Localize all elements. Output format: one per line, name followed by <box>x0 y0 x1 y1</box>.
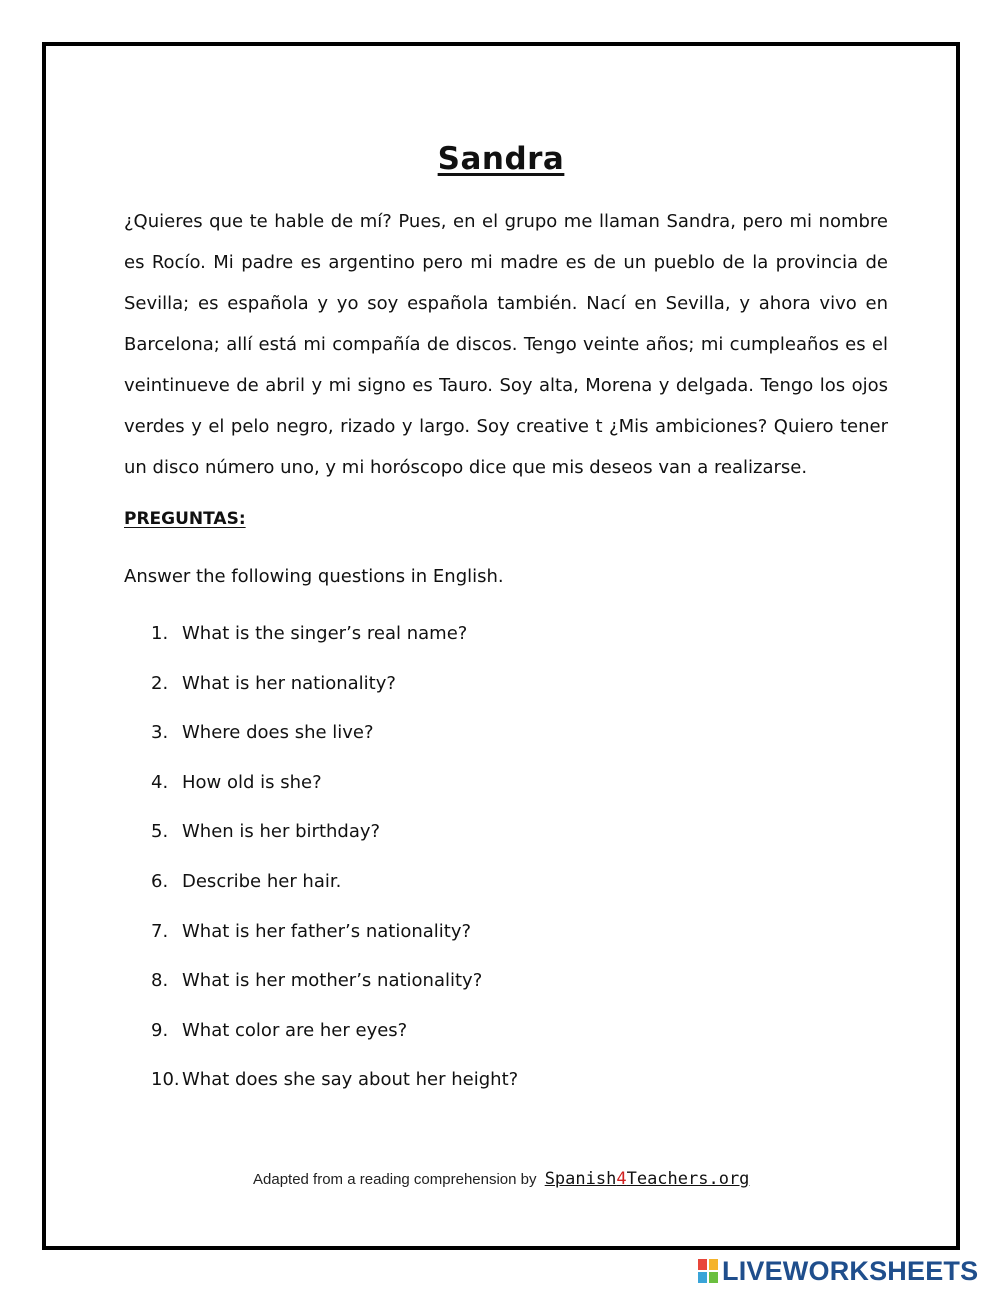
question-item <box>124 623 518 673</box>
brand-part-teachers: Teachers.org <box>626 1169 750 1189</box>
spanish4teachers-link[interactable] <box>545 1169 750 1189</box>
section-heading: PREGUNTAS: <box>124 509 246 529</box>
logo-square-icon <box>697 1271 708 1284</box>
worksheet-title: Sandra <box>437 141 565 177</box>
question-item <box>124 821 518 871</box>
question-text: What is her mother’s nationality? <box>182 970 483 992</box>
question-number: 4. <box>151 771 169 793</box>
question-item <box>124 1069 518 1119</box>
question-number: 2. <box>151 672 169 694</box>
question-item <box>124 871 518 921</box>
worksheet-frame <box>42 42 960 1250</box>
question-item <box>124 673 518 723</box>
question-text: What color are her eyes? <box>182 1019 408 1041</box>
logo-square-icon <box>708 1258 719 1271</box>
question-item <box>124 1020 518 1070</box>
question-number: 5. <box>151 821 169 843</box>
question-item <box>124 722 518 772</box>
credit-text: Adapted from a reading comprehension by <box>253 1171 537 1188</box>
liveworksheets-icon <box>697 1258 719 1284</box>
liveworksheets-logo[interactable] <box>697 1257 978 1285</box>
question-number: 9. <box>151 1019 169 1041</box>
brand-part-spanish: Spanish <box>544 1169 617 1189</box>
question-number: 6. <box>151 870 169 892</box>
question-text: What is the singer’s real name? <box>182 623 468 644</box>
question-list <box>124 623 518 1119</box>
question-number: 3. <box>151 722 169 744</box>
question-text: Describe her hair. <box>182 870 342 892</box>
question-item <box>124 772 518 822</box>
question-number: 7. <box>151 920 169 942</box>
question-text: What does she say about her height? <box>182 1069 519 1091</box>
question-text: Where does she live? <box>182 722 374 744</box>
question-text: What is her father’s nationality? <box>182 920 472 942</box>
brand-part-four: 4 <box>616 1169 627 1189</box>
credit-line <box>253 1169 749 1189</box>
logo-square-icon <box>697 1258 708 1271</box>
reading-passage: ¿Quieres que te hable de mí? Pues, en el grupo me llaman Sandra, pero mi nombre es Rocío. Mi padre es argentino pero mi madre es de un pueblo de la provincia de Sevilla; es española y yo soy española también. Nací en Sevilla, y ahora vivo en Barcelona; allí está mi compañía de discos. Tengo veinte años; mi cumpleaños es el veintinueve de abril y mi signo es Tauro. Soy alta, Morena y delgada. Tengo los ojos verdes y el pelo negro, rizado y largo. Soy creative t ¿Mis ambiciones? Quiero tener un disco número uno, y mi horóscopo dice que mis deseos van a realizarse. <box>124 211 888 478</box>
logo-square-icon <box>708 1271 719 1284</box>
question-item <box>124 921 518 971</box>
instructions: Answer the following questions in English. <box>124 566 504 587</box>
question-number: 10. <box>151 1069 180 1091</box>
question-number: 1. <box>151 623 169 644</box>
question-text: When is her birthday? <box>182 821 381 843</box>
question-item <box>124 970 518 1020</box>
liveworksheets-wordmark: LIVEWORKSHEETS <box>722 1256 979 1286</box>
question-text: What is her nationality? <box>182 672 396 694</box>
question-number: 8. <box>151 970 169 992</box>
question-text: How old is she? <box>182 771 322 793</box>
